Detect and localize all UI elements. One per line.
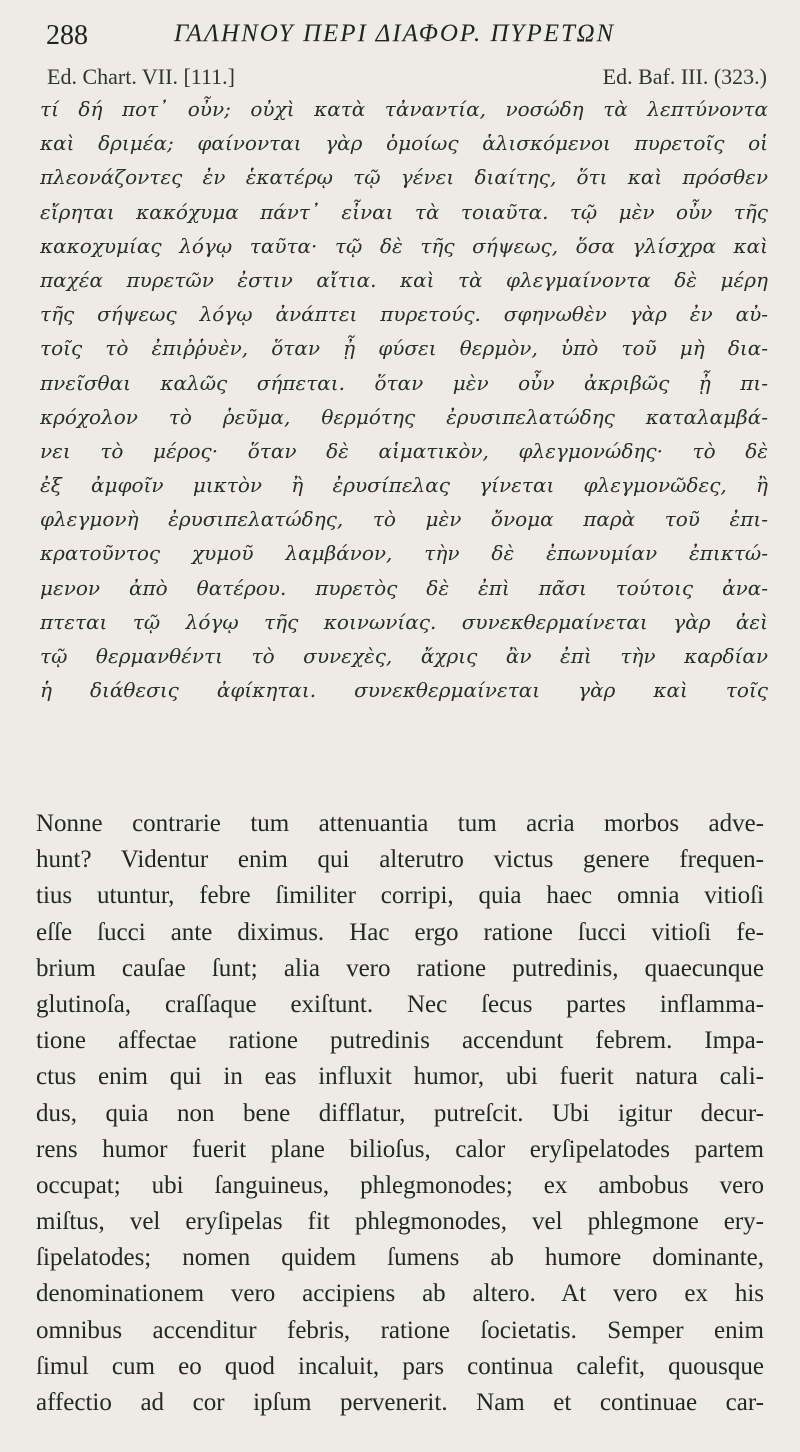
latin-text-line: omnibus accenditur febris, ratione ſocietatis. Semper enim (36, 1316, 764, 1344)
latin-text-line: miſtus, vel eryſipelas fit phlegmonodes, vel phlegmone ery- (36, 1208, 764, 1236)
latin-text-line: dus, quia non bene difflatur, putreſcit. Ubi igitur decur- (36, 1099, 764, 1127)
latin-text-line: brium cauſae ſunt; alia vero ratione putredinis, quaecunque (36, 954, 764, 982)
latin-text-line: tius utuntur, febre ſimiliter corripi, quia haec omnia vitioſi (36, 882, 764, 910)
latin-text-block (36, 806, 764, 1421)
greek-text-line: ἐξ ἀμφοῖν μικτὸν ἢ ἐρυσίπελας γίνεται φλεγμονῶδες, ἢ (40, 473, 768, 498)
greek-text-line: πτεται τῷ λόγῳ τῆς κοινωνίας. συνεκθερμαίνεται γὰρ ἀεὶ (40, 609, 768, 634)
latin-text-line: Nonne contrarie tum attenuantia tum acria morbos adve- (36, 810, 764, 837)
greek-text-line: τοῖς τὸ ἐπιῤῥυὲν, ὅταν ᾖ φύσει θερμὸν, ὑπὸ τοῦ μὴ δια- (40, 336, 768, 361)
page-number: 288 (46, 20, 88, 51)
edition-reference-left: Ed. Chart. VII. [111.] (47, 64, 235, 89)
running-header (46, 18, 766, 58)
latin-text-line: glutinoſa, craſſaque exiſtunt. Nec ſecus partes inflamma- (36, 990, 764, 1018)
latin-text-line: hunt? Videntur enim qui alterutro victus genere frequen- (36, 846, 764, 874)
latin-text-line: denominationem vero accipiens ab altero. At vero ex his (36, 1280, 764, 1308)
latin-text-line: occupat; ubi ſanguineus, phlegmonodes; ex ambobus vero (36, 1171, 764, 1199)
greek-text-line: νει τὸ μέρος· ὅταν δὲ αἱματικὸν, φλεγμονώδης· τὸ δὲ (40, 438, 768, 463)
greek-text-line: μενον ἀπὸ θατέρου. πυρετὸς δὲ ἐπὶ πᾶσι τούτοις ἀνα- (40, 575, 768, 600)
greek-text-line: τῷ θερμανθέντι τὸ συνεχὲς, ἄχρις ἂν ἐπὶ τὴν καρδίαν (40, 644, 768, 668)
latin-text-line: ſimul cum eo quod incaluit, pars continua calefit, quousque (36, 1352, 764, 1380)
latin-text-line: ſipelatodes; nomen quidem ſumens ab humore dominante, (36, 1244, 764, 1272)
greek-text-block (40, 92, 768, 707)
greek-text-line: κρόχολον τὸ ῥεῦμα, θερμότης ἐρυσιπελατώδης καταλαμβά- (40, 404, 768, 429)
latin-text-line: tione affectae ratione putredinis accendunt febrem. Impa- (36, 1027, 764, 1055)
latin-text-line: affectio ad cor ipſum pervenerit. Nam et continuae car- (36, 1389, 764, 1416)
greek-text-line: καὶ δριμέα; φαίνονται γὰρ ὁμοίως ἁλισκόμενοι πυρετοῖς οἱ (40, 131, 768, 156)
greek-text-line: ἡ διάθεσις ἀφίκηται. συνεκθερμαίνεται γὰρ καὶ τοῖς (40, 678, 768, 703)
edition-reference-right: Ed. Baf. III. (323.) (602, 64, 767, 89)
greek-text-line: παχέα πυρετῶν ἐστιν αἴτια. καὶ τὰ φλεγμαίνοντα δὲ μέρη (40, 267, 768, 292)
greek-text-line: τῆς σήψεως λόγῳ ἀνάπτει πυρετούς. σφηνωθὲν γὰρ ἐν αὐ- (40, 302, 768, 327)
greek-text-line: κρατοῦντος χυμοῦ λαμβάνον, τὴν δὲ ἐπωνυμίαν ἐπικτώ- (40, 541, 768, 566)
greek-text-line: κακοχυμίας λόγῳ ταῦτα· τῷ δὲ τῆς σήψεως, ὅσα γλίσχρα καὶ (40, 233, 768, 258)
greek-text-line: εἴρηται κακόχυμα πάντ᾽ εἶναι τὰ τοιαῦτα. τῷ μὲν οὖν τῆς (40, 199, 768, 224)
greek-text-line: πνεῖσθαι καλῶς σήπεται. ὅταν μὲν οὖν ἀκριβῶς ᾖ πι- (40, 370, 768, 395)
greek-text-line: φλεγμονὴ ἐρυσιπελατώδης, τὸ μὲν ὄνομα παρὰ τοῦ ἐπι- (40, 507, 768, 532)
running-title: ΓΑΛΗΝΟΥ ΠΕΡΙ ΔΙΑΦΟΡ. ΠΥΡΕΤΩΝ (174, 20, 616, 47)
greek-text-line: τί δή ποτ᾽ οὖν; οὐχὶ κατὰ τἀναντία, νοσώδη τὰ λεπτύνοντα (40, 97, 768, 121)
greek-text-line: πλεονάζοντες ἐν ἑκατέρῳ τῷ γένει διαίτης, ὅτι καὶ πρόσθεν (40, 165, 768, 190)
latin-text-line: ctus enim qui in eas influxit humor, ubi fuerit natura cali- (36, 1063, 764, 1091)
latin-text-line: rens humor fuerit plane bilioſus, calor eryſipelatodes partem (36, 1135, 764, 1163)
latin-text-line: eſſe ſucci ante diximus. Hac ergo ratione ſucci vitioſi fe- (36, 918, 764, 946)
